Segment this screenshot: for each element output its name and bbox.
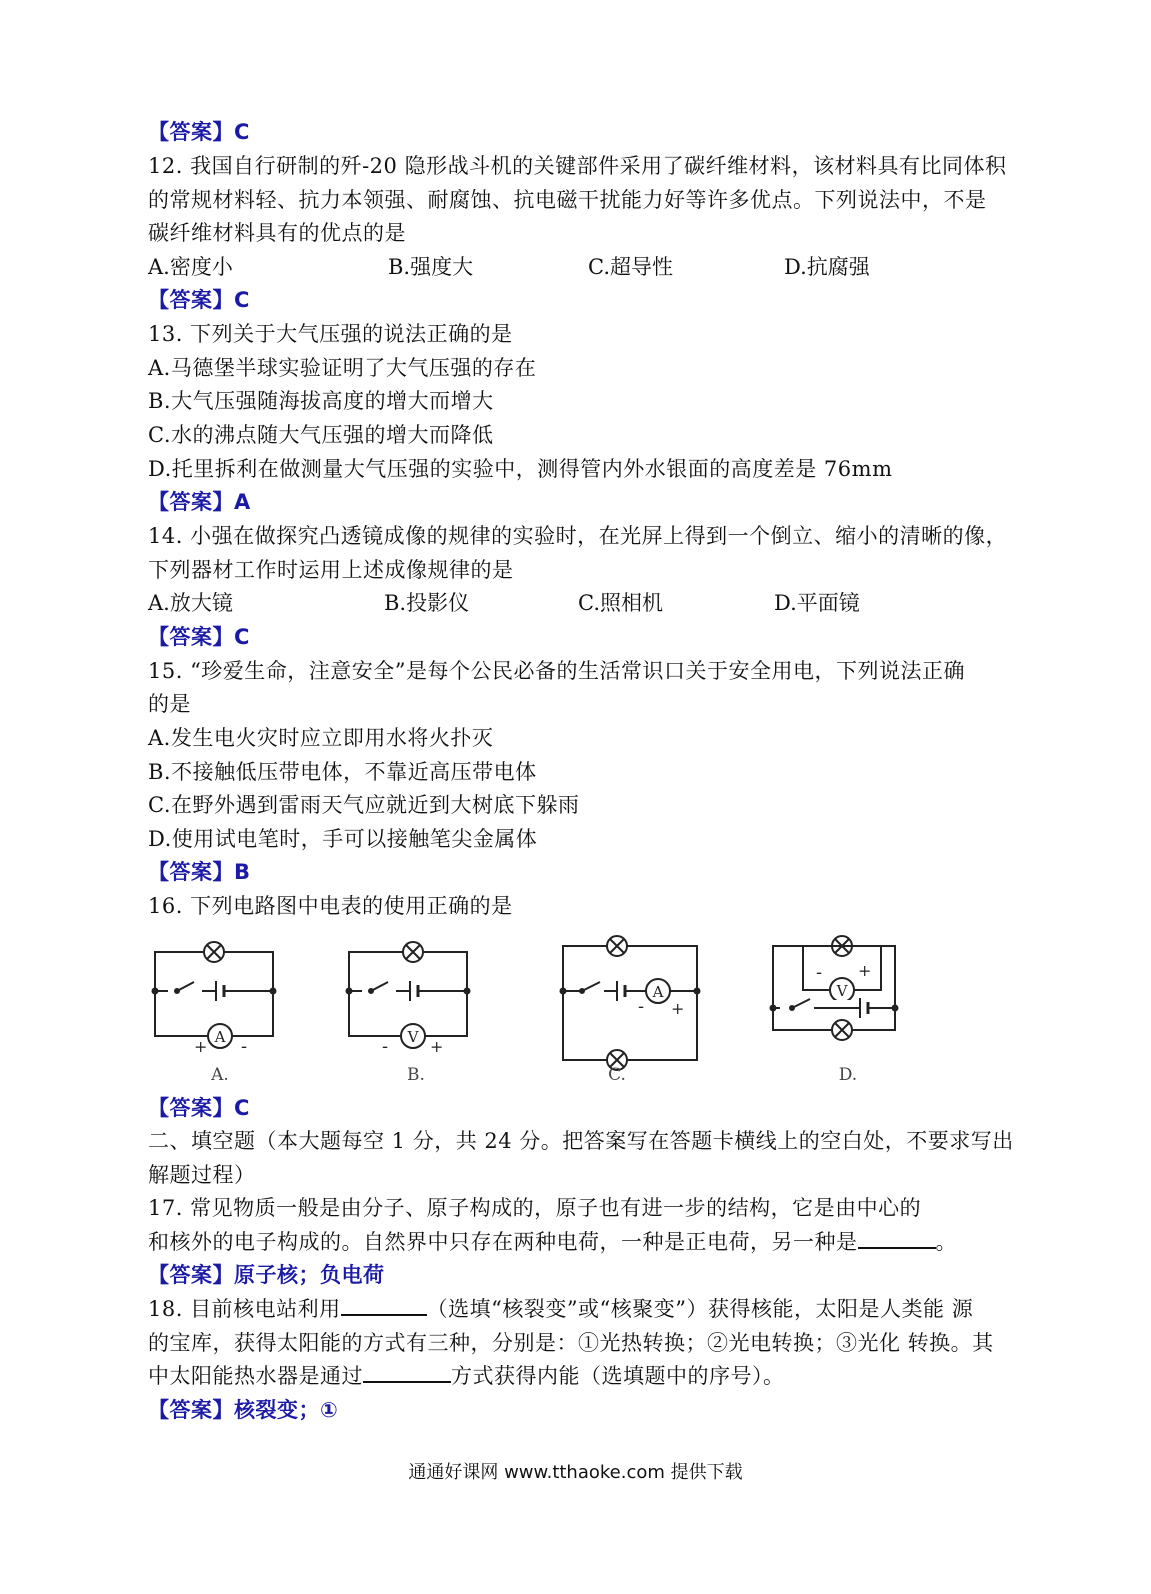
answer-q16: 【答案】C [148,1096,250,1120]
q15-line1: 15. “珍爱生命，注意安全”是每个公民必备的生活常识口关于安全用电，下列说法正确 [148,659,966,683]
circuit-b [347,942,470,1085]
meter-symbol: V [407,1028,419,1046]
meter-symbol: A [652,983,664,1001]
q18-line3 [148,1361,785,1391]
answer-q12: 【答案】C [148,288,250,312]
circuit-d [771,936,898,1085]
answer-q18: 【答案】核裂变；① [148,1398,339,1422]
ammeter-icon [646,979,670,1003]
q15-option-a: A.发生电火灾时应立即用水将火扑灭 [148,726,494,750]
q18-line3-end: 方式获得内能（选填题中的序号）。 [451,1364,785,1388]
q13-option-a: A.马德堡半球实验证明了大气压强的存在 [148,356,537,380]
battery-icon [617,981,625,1001]
plus-terminal: + [430,1037,444,1056]
lamp-icon [403,942,423,962]
meter-symbol: A [214,1028,226,1046]
q14-option-b: B.投影仪 [384,591,470,615]
q17-line1: 17. 常见物质一般是由分子、原子构成的，原子也有进一步的结构，它是由中心的 [148,1196,922,1220]
q15-option-b: B.不接触低压带电体，不靠近高压带电体 [148,760,537,784]
q12-option-b: B.强度大 [388,255,474,279]
q16-stem: 16. 下列电路图中电表的使用正确的是 [148,894,513,918]
q18-answer-blank-2 [363,1361,451,1383]
plus-terminal: + [194,1037,208,1056]
answer-q11: 【答案】C [148,120,250,144]
switch-icon [168,982,202,996]
q12-line2: 的常规材料轻、抗力本领强、耐腐蚀、抗电磁干扰能力好等许多优点。下列说法中，不是 [148,188,987,212]
q17-answer-blank [858,1227,936,1249]
answer-q15: 【答案】B [148,860,251,884]
voltmeter-icon [401,1024,425,1048]
q15-option-c: C.在野外遇到雷雨天气应就近到大树底下躲雨 [148,793,580,817]
circuit-label: C. [608,1065,626,1085]
minus-terminal: - [638,996,645,1017]
circuit-a [153,942,276,1085]
q14-option-d: D.平面镜 [774,591,860,615]
q12-line1: 12. 我国自行研制的歼-20 隐形战斗机的关键部件采用了碳纤维材料，该材料具有比同体积 [148,154,1007,178]
circuit-label: B. [407,1065,425,1085]
circuit-c [561,936,700,1085]
q13-option-b: B.大气压强随海拔高度的增大而增大 [148,389,494,413]
page-footer: 通通好课网 www.tthaoke.com 提供下载 [408,1462,743,1483]
minus-terminal: - [382,1036,389,1057]
q18-line2: 的宝库，获得太阳能的方式有三种，分别是：①光热转换；②光电转换；③光化 转换。其 [148,1331,994,1355]
q13-stem: 13. 下列关于大气压强的说法正确的是 [148,322,513,346]
q13-option-d: D.托里拆利在做测量大气压强的实验中，测得管内外水银面的高度差是 76mm [148,457,893,481]
q17-line2 [148,1227,957,1257]
q15-option-d: D.使用试电笔时，手可以接触笔尖金属体 [148,827,538,851]
switch-icon [362,982,396,996]
q12-option-d: D.抗腐强 [784,255,870,279]
plus-terminal: + [858,961,872,980]
q18-answer-blank-1 [341,1294,427,1316]
answer-q13: 【答案】A [148,490,251,514]
q12-line3: 碳纤维材料具有的优点的是 [148,221,406,245]
q17-line2-end: 。 [935,1230,957,1254]
q14-line2: 下列器材工作时运用上述成像规律的是 [148,558,514,582]
answer-q17: 【答案】原子核；负电荷 [148,1263,385,1287]
q18-line1-start: 18. 目前核电站利用 [148,1297,341,1321]
circuit-label: A. [211,1065,229,1085]
q12-option-c: C.超导性 [588,255,673,279]
section2-heading-line1: 二、填空题（本大题每空 1 分，共 24 分。把答案写在答题卡横线上的空白处，不要求写出 [148,1129,1014,1153]
q16-circuit-diagrams [130,928,930,1088]
minus-terminal: - [816,962,823,983]
voltmeter-icon [830,978,854,1002]
q14-line1: 14. 小强在做探究凸透镜成像的规律的实验时，在光屏上得到一个倒立、缩小的清晰的像， [148,524,1008,548]
q14-option-c: C.照相机 [578,591,663,615]
meter-symbol: V [836,982,848,1000]
q18-line1 [148,1294,973,1324]
lamp-icon [204,942,224,962]
q14-option-a: A.放大镜 [148,591,233,615]
q18-line1-end: （选填“核裂变”或“核聚变”）获得核能，太阳是人类能 源 [426,1297,974,1321]
q17-line2-text: 和核外的电子构成的。自然界中只存在两种电荷，一种是正电荷，另一种是 [148,1230,858,1254]
ammeter-icon [208,1024,232,1048]
q13-option-c: C.水的沸点随大气压强的增大而降低 [148,423,494,447]
lamp-icon [832,1020,852,1040]
q18-line3-start: 中太阳能热水器是通过 [148,1364,363,1388]
q12-option-a: A.密度小 [148,255,233,279]
minus-terminal: - [241,1036,248,1057]
lamp-icon [607,936,627,956]
section2-heading-line2: 解题过程） [148,1163,256,1187]
circuit-label: D. [838,1065,858,1085]
answer-q14: 【答案】C [148,625,250,649]
switch-icon [580,982,600,993]
q15-line2: 的是 [148,692,191,716]
plus-terminal: + [671,999,685,1018]
